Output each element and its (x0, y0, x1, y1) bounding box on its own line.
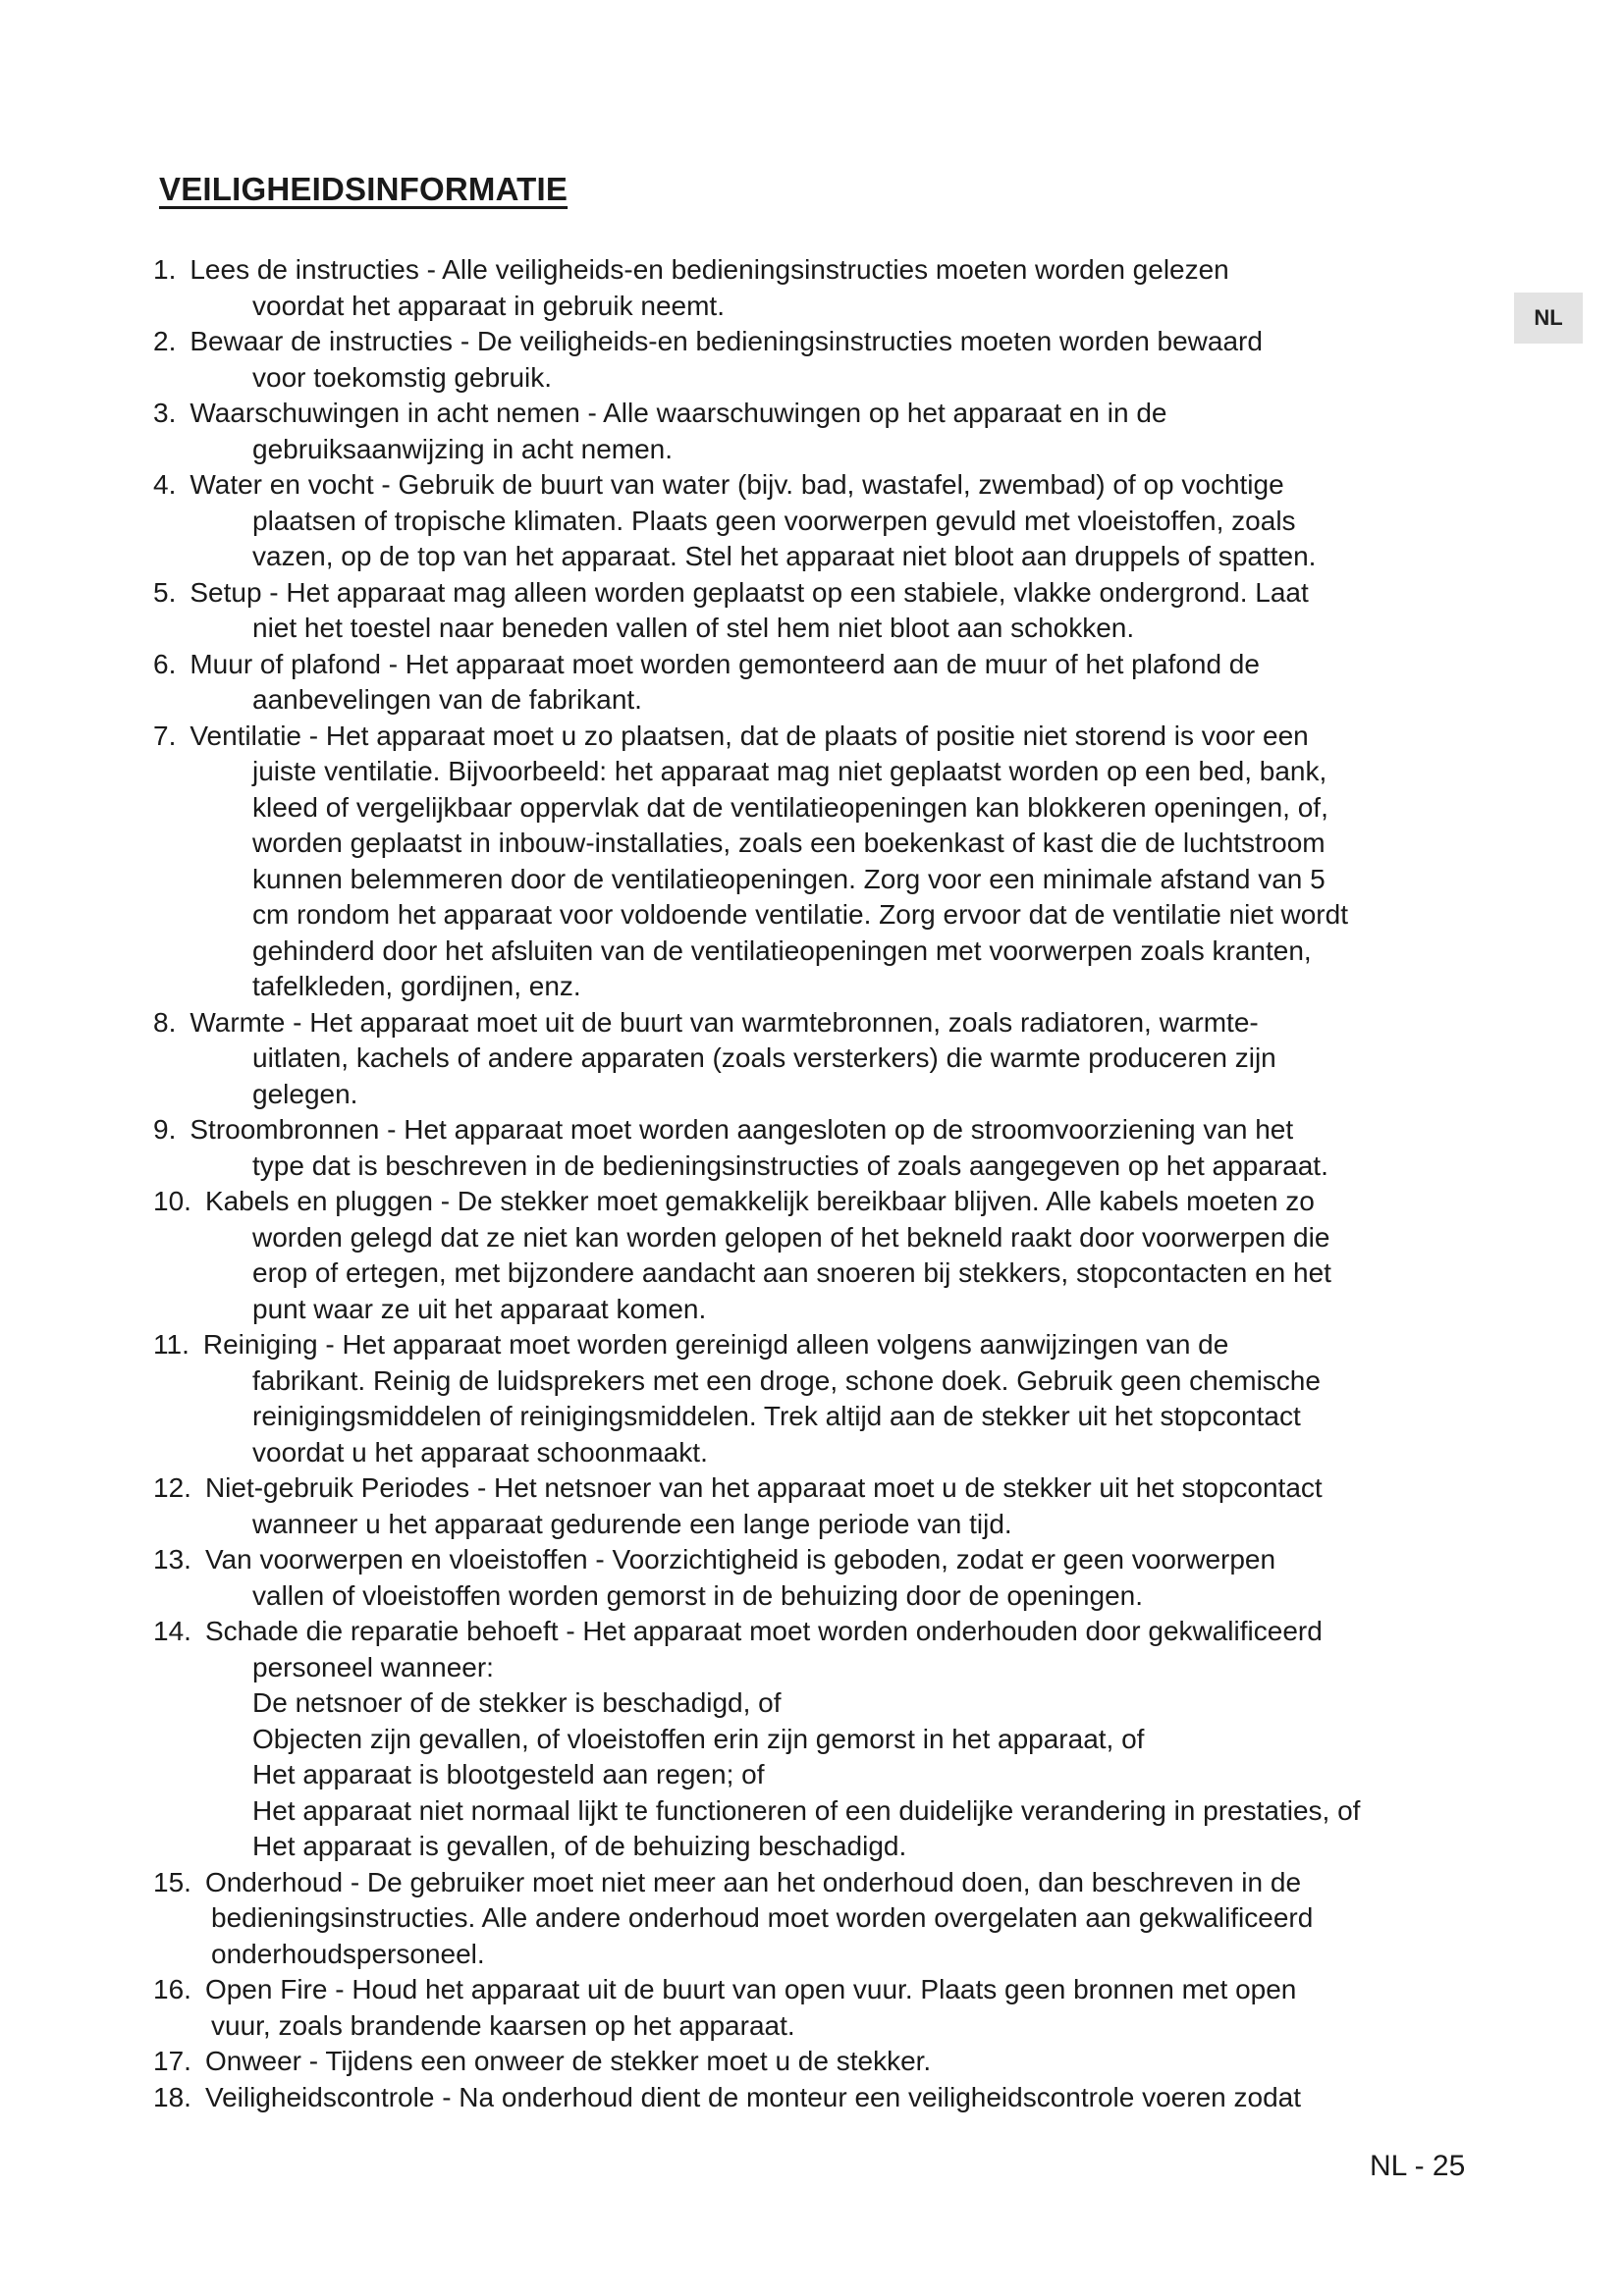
list-item (153, 1184, 1469, 1327)
list-item-number: 8. (153, 1006, 177, 1038)
list-item-first-line (153, 2044, 1469, 2080)
list-item-text: Lees de instructies - Alle veiligheids-en bedieningsinstructies moeten worden gelezen (189, 254, 1229, 285)
list-item-text: Ventilatie - Het apparaat moet u zo plaatsen, dat de plaats of positie niet storend is voor een (189, 720, 1309, 751)
list-item-number: 5. (153, 576, 177, 608)
list-item-continuation: gelegen. (252, 1078, 358, 1109)
list-item-number: 10. (153, 1186, 191, 1216)
list-item-number: 15. (153, 1866, 191, 1897)
list-item-continuation: vazen, op de top van het apparaat. Stel het apparaat niet bloot aan druppels of spatten. (252, 541, 1317, 571)
list-item-text: Onweer - Tijdens een onweer de stekker moet u de stekker. (204, 2046, 932, 2076)
safety-list (153, 252, 1469, 2115)
list-item-text: Kabels en pluggen - De stekker moet gemakkelijk bereikbaar blijven. Alle kabels moeten zo (204, 1186, 1315, 1216)
list-item-continuation: kunnen belemmeren door de ventilatieopeningen. Zorg voor een minimale afstand van 5 (252, 863, 1326, 894)
list-item-first-line (153, 1865, 1469, 1901)
list-item-continuation: fabrikant. Reinig de luidsprekers met een droge, schone doek. Gebruik geen chemische (252, 1364, 1321, 1396)
list-item-first-line (153, 2080, 1469, 2116)
list-item-first-line (153, 1112, 1469, 1148)
list-item-continuation: worden gelegd dat ze niet kan worden gelopen of het bekneld raakt door voorwerpen die (252, 1221, 1330, 1253)
list-item-first-line (153, 396, 1469, 432)
page-number: NL - 25 (1370, 2150, 1466, 2182)
list-item (153, 719, 1469, 1005)
list-item-text: Niet-gebruik Periodes - Het netsnoer van het apparaat moet u de stekker uit het stopcontact (204, 1472, 1323, 1503)
list-item-text: Open Fire - Houd het apparaat uit de buurt van open vuur. Plaats geen bronnen met open (204, 1974, 1297, 2004)
list-item-first-line (153, 1614, 1469, 1650)
list-item-continuation: cm rondom het apparaat voor voldoende ventilatie. Zorg ervoor dat de ventilatie niet wordt (252, 899, 1348, 930)
list-item (153, 324, 1469, 396)
list-item-first-line (153, 1327, 1469, 1363)
list-item-continuation: personeel wanneer: (252, 1651, 494, 1682)
list-item-continuation: aanbevelingen van de fabrikant. (252, 684, 642, 715)
list-item-number: 12. (153, 1472, 191, 1503)
list-item-continuation: type dat is beschreven in de bedieningsinstructies of zoals aangegeven op het apparaat. (252, 1149, 1328, 1181)
list-item-continuation: onderhoudspersoneel. (211, 1938, 485, 1969)
list-item (153, 1470, 1469, 1542)
list-item-number: 7. (153, 720, 177, 751)
list-item-text: Bewaar de instructies - De veiligheids-en bedieningsinstructies moeten worden bewaard (189, 326, 1263, 356)
list-item-continuation: vuur, zoals brandende kaarsen op het apparaat. (211, 2009, 795, 2041)
list-item (153, 1005, 1469, 1113)
list-item-first-line (153, 719, 1469, 755)
list-item-number: 6. (153, 648, 177, 679)
list-item-text: Warmte - Het apparaat moet uit de buurt van warmtebronnen, zoals radiatoren, warmte- (189, 1006, 1259, 1038)
list-item-text: Reiniging - Het apparaat moet worden gereinigd alleen volgens aanwijzingen van de (202, 1329, 1229, 1360)
list-item-text: Van voorwerpen en vloeistoffen - Voorzichtigheid is geboden, zodat er geen voorwerpen (204, 1544, 1276, 1575)
list-item (153, 1865, 1469, 1973)
list-item-continuation: voor toekomstig gebruik. (252, 361, 553, 393)
list-item (153, 1112, 1469, 1184)
list-item-number: 1. (153, 254, 177, 285)
list-item-continuation: uitlaten, kachels of andere apparaten (zoals versterkers) die warmte produceren zijn (252, 1042, 1276, 1073)
list-item (153, 1972, 1469, 2044)
list-item-continuation: reinigingsmiddelen of reinigingsmiddelen. Trek altijd aan de stekker uit het stopcontact (252, 1401, 1301, 1431)
list-item-text: Schade die reparatie behoeft - Het apparaat moet worden onderhouden door gekwalificeerd (204, 1616, 1323, 1646)
list-item (153, 1327, 1469, 1470)
list-item-continuation: De netsnoer of de stekker is beschadigd, of (252, 1687, 782, 1718)
list-item-text: Veiligheidscontrole - Na onderhoud dient de monteur een veiligheidscontrole voeren zodat (204, 2081, 1301, 2112)
list-item-continuation: Het apparaat is gevallen, of de behuizing beschadigd. (252, 1831, 907, 1861)
list-item-continuation: juiste ventilatie. Bijvoorbeeld: het apparaat mag niet geplaatst worden op een bed, bank, (252, 756, 1327, 786)
list-item-continuation: voordat u het apparaat schoonmaakt. (252, 1436, 708, 1468)
page-title: VEILIGHEIDSINFORMATIE (159, 171, 568, 207)
list-item-continuation: gehinderd door het afsluiten van de ventilatieopeningen met voorwerpen zoals kranten, (252, 934, 1312, 966)
list-item (153, 647, 1469, 719)
list-item-number: 18. (153, 2081, 191, 2112)
list-item-text: Setup - Het apparaat mag alleen worden geplaatst op een stabiele, vlakke ondergrond. Laat (189, 576, 1309, 608)
list-item-continuation: tafelkleden, gordijnen, enz. (252, 971, 581, 1001)
list-item-number: 3. (153, 398, 177, 428)
list-item-first-line (153, 647, 1469, 683)
list-item (153, 252, 1469, 324)
list-item-continuation: kleed of vergelijkbaar oppervlak dat de ventilatieopeningen kan blokkeren openingen, of, (252, 791, 1328, 823)
language-tab: NL (1514, 293, 1583, 344)
list-item-continuation: Het apparaat is blootgesteld aan regen; of (252, 1759, 765, 1789)
list-item-number: 16. (153, 1974, 191, 2004)
list-item-continuation: bedieningsinstructies. Alle andere onderhoud moet worden overgelaten aan gekwalificeerd (211, 1902, 1314, 1933)
list-item (153, 575, 1469, 647)
list-item-first-line (153, 1005, 1469, 1041)
list-item-continuation: Objecten zijn gevallen, of vloeistoffen erin zijn gemorst in het apparaat, of (252, 1723, 1145, 1754)
list-item-continuation: worden geplaatst in inbouw-installaties, zoals een boekenkast of kast die de luchtstroom (252, 828, 1326, 858)
list-item-text: Stroombronnen - Het apparaat moet worden aangesloten op de stroomvoorziening van het (189, 1114, 1294, 1145)
list-item-first-line (153, 1470, 1469, 1507)
list-item-number: 17. (153, 2046, 191, 2076)
list-item-first-line (153, 252, 1469, 289)
list-item-continuation: gebruiksaanwijzing in acht nemen. (252, 433, 674, 464)
list-item-number: 11. (153, 1329, 189, 1360)
list-item-first-line (153, 575, 1469, 612)
list-item-number: 14. (153, 1616, 191, 1646)
list-item-continuation: voordat het apparaat in gebruik neemt. (252, 290, 725, 321)
list-item-continuation: niet het toestel naar beneden vallen of stel hem niet bloot aan schokken. (252, 613, 1135, 643)
list-item-number: 9. (153, 1114, 177, 1145)
list-item (153, 1542, 1469, 1614)
list-item-text: Muur of plafond - Het apparaat moet worden gemonteerd aan de muur of het plafond de (189, 648, 1260, 679)
list-item-first-line (153, 324, 1469, 360)
list-item-continuation: wanneer u het apparaat gedurende een lange periode van tijd. (252, 1508, 1012, 1539)
list-item-continuation: erop of ertegen, met bijzondere aandacht aan snoeren bij stekkers, stopcontacten en het (252, 1257, 1331, 1288)
list-item-continuation: Het apparaat niet normaal lijkt te functioneren of een duidelijke verandering in prestaties, of (252, 1794, 1361, 1826)
list-item-first-line (153, 1184, 1469, 1220)
list-item (153, 467, 1469, 575)
list-item (153, 2080, 1469, 2116)
list-item (153, 2044, 1469, 2080)
list-item-number: 13. (153, 1544, 191, 1575)
list-item-first-line (153, 467, 1469, 504)
list-item-text: Water en vocht - Gebruik de buurt van water (bijv. bad, wastafel, zwembad) of op vochtige (189, 469, 1284, 500)
list-item-first-line (153, 1972, 1469, 2008)
list-item-first-line (153, 1542, 1469, 1578)
list-item-number: 4. (153, 469, 177, 500)
list-item-continuation: vallen of vloeistoffen worden gemorst in de behuizing door de openingen. (252, 1579, 1143, 1611)
list-item-continuation: punt waar ze uit het apparaat komen. (252, 1293, 707, 1324)
list-item-number: 2. (153, 326, 177, 356)
list-item-text: Waarschuwingen in acht nemen - Alle waarschuwingen op het apparaat en in de (189, 398, 1167, 428)
list-item (153, 396, 1469, 467)
list-item-text: Onderhoud - De gebruiker moet niet meer aan het onderhoud doen, dan beschreven in de (204, 1866, 1302, 1897)
list-item (153, 1614, 1469, 1865)
list-item-continuation: plaatsen of tropische klimaten. Plaats geen voorwerpen gevuld met vloeistoffen, zoals (252, 505, 1296, 536)
